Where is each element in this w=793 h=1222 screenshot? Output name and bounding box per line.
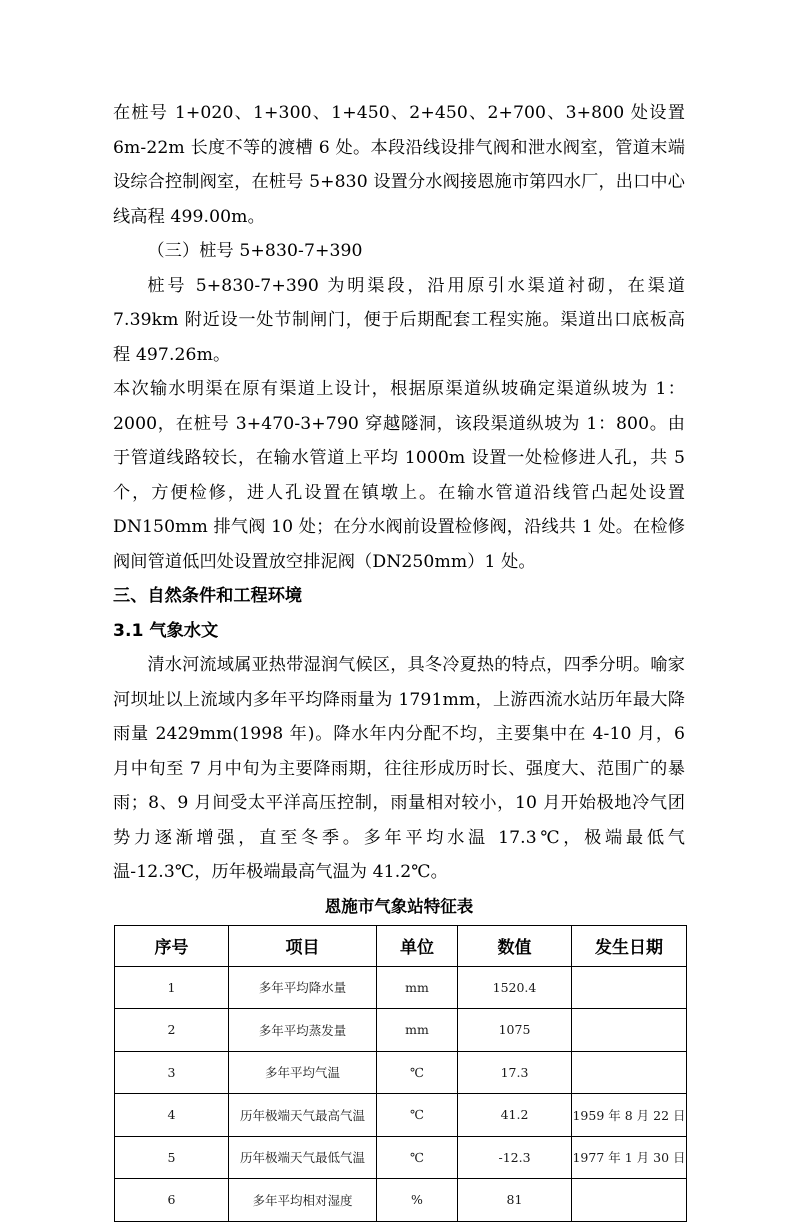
cell-value: 1520.4 [458,966,572,1009]
column-header-date: 发生日期 [572,925,687,966]
table-row [115,1094,687,1137]
cell-item: 多年平均蒸发量 [229,1009,377,1052]
column-header-unit: 单位 [377,925,458,966]
cell-unit: ℃ [377,1136,458,1179]
table-row [115,1136,687,1179]
table-row [115,1009,687,1052]
column-header-value: 数值 [458,925,572,966]
table-row [115,966,687,1009]
cell-no: 2 [115,1009,229,1052]
paragraph-climate-description: 清水河流域属亚热带湿润气候区，具冬冷夏热的特点，四季分明。喻家河坝址以上流域内多年平均降雨量为 1791mm，上游西流水站历年最大降雨量 2429mm(1998 年)。降水年内分配不均，主要集中在 4-10 月，6 月中旬至 7 月中旬为主要降雨期，往往形成历时长、强度大、范围广的暴雨；8、9 月间受太平洋高压控制，雨量相对较小，10 月开始极地冷气团势力逐渐增强，直至冬季。多年平均水温 17.3℃，极端最低气温-12.3℃，历年极端最高气温为 41.2℃。 [113,655,685,882]
cell-item: 历年极端天气最高气温 [229,1094,377,1137]
table-row [115,1051,687,1094]
cell-item: 多年平均相对湿度 [229,1179,377,1222]
cell-no: 3 [115,1051,229,1094]
paragraph-open-channel: 桩号 5+830-7+390 为明渠段，沿用原引水渠道衬砌，在渠道 7.39km 附近设一处节制闸门，便于后期配套工程实施。渠道出口底板高程 497.26m。 [113,275,685,365]
cell-unit: mm [377,966,458,1009]
cell-no: 1 [115,966,229,1009]
cell-value: -12.3 [458,1136,572,1179]
cell-unit: % [377,1179,458,1222]
cell-no: 6 [115,1179,229,1222]
cell-value: 81 [458,1179,572,1222]
table-container [114,925,686,1222]
cell-unit: mm [377,1009,458,1052]
table-header [115,925,687,966]
column-header-item: 项目 [229,925,377,966]
cell-value: 41.2 [458,1094,572,1137]
table-body [115,966,687,1221]
cell-date [572,1051,687,1094]
cell-item: 多年平均降水量 [229,966,377,1009]
cell-unit: ℃ [377,1051,458,1094]
document-body [113,96,685,1222]
cell-value: 1075 [458,1009,572,1052]
cell-no: 4 [115,1094,229,1137]
cell-date [572,966,687,1009]
cell-unit: ℃ [377,1094,458,1137]
weather-station-table [114,925,687,1222]
cell-date: 1959 年 8 月 22 日 [572,1094,687,1137]
table-title: 恩施市气象站特征表 [324,896,474,916]
cell-no: 5 [115,1136,229,1179]
cell-item: 多年平均气温 [229,1051,377,1094]
column-header-no: 序号 [115,925,229,966]
table-header-row [115,925,687,966]
heading-natural-conditions: 三、自然条件和工程环境 [113,586,303,606]
table-row [115,1179,687,1222]
cell-date [572,1179,687,1222]
paragraph-channel-design: 本次输水明渠在原有渠道上设计，根据原渠道纵坡确定渠道纵坡为 1：2000，在桩号 3+470-3+790 穿越隧洞，该段渠道纵坡为 1：800。由于管道线路较长，在输水管道上平均 1000m 设置一处检修进人孔，共 5 个，方便检修，进人孔设置在镇墩上。在输水管道沿线管凸起处设置 DN150mm 排气阀 10 处；在分水阀前设置检修阀，沿线共 1 处。在检修阀间管道低凹处设置放空排泥阀（DN250mm）1 处。 [113,379,685,572]
cell-value: 17.3 [458,1051,572,1094]
heading-meteorology-hydrology: 3.1 气象水文 [113,620,219,641]
cell-date [572,1009,687,1052]
paragraph-pile-markers: 在桩号 1+020、1+300、1+450、2+450、2+700、3+800 处设置 6m-22m 长度不等的渡槽 6 处。本段沿线设排气阀和泄水阀室，管道末端设综合控制阀室，在桩号 5+830 设置分水阀接恩施市第四水厂，出口中心线高程 499.00m。 [113,103,685,227]
cell-item: 历年极端天气最低气温 [229,1136,377,1179]
paragraph-section-three-heading: （三）桩号 5+830-7+390 [147,241,363,261]
cell-date: 1977 年 1 月 30 日 [572,1136,687,1179]
